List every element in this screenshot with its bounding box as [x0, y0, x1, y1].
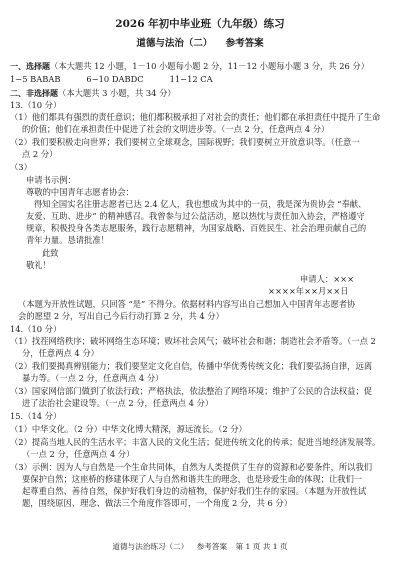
page-title: 2026 年初中毕业班（九年级）练习	[115, 18, 285, 30]
q14-answer-1-cont: 分，任意两点 4 分）	[22, 348, 99, 358]
letter-body-2: 友爱、互助、进步” 的精神感召。我曾参与过公益活动，愿以热忱与责任加入协会，严格遵守	[26, 211, 365, 221]
section1-line: 一、选择题（本大题共 12 小题，1－10 小题每小题 2 分，11－12 小题每小题 3 分，共 26 分）	[10, 61, 370, 71]
q15-answer-3-cont-3: 题，围绕原因、理念、做法三个角度作答即可，一个角度 2 分，共 6 分）	[22, 498, 293, 508]
section1-answers	[10, 74, 213, 84]
q15-answer-1: （1）中华文化。（2 分）中华文化博大精深，源远流长。（2 分）	[10, 424, 247, 434]
footer-page-number: 第 1 页 共 1 页	[235, 542, 288, 551]
section2-desc: 本大题共 3 小题，共 34 分）	[66, 88, 176, 98]
letter-date: ××××年××月××日	[268, 286, 349, 296]
page-subtitle	[0, 35, 400, 49]
answer-group-2: 6−10 DABDC	[86, 74, 144, 84]
section1-desc: 本大题共 12 小题，1－10 小题每小题 2 分，11－12 小题每小题 3 分，共 26 分）	[58, 61, 370, 71]
q13-answer-1: （1）他们都具有强烈的责任意识；他们都积极承担了对社会的责任；他们都在承担责任中提升了生命	[10, 112, 381, 122]
q15-answer-3: （3）示例：因为人与自然是一个生命共同体，自然为人类提供了生存的资源和必要条件，所以我们	[10, 462, 373, 472]
q14-answer-2: （2）我们要揭真辨别能力；我们要坚定文化自信，传播中华优秀传统文化；我们要弘扬自律，远离	[10, 361, 373, 371]
q15-answer-3-cont-2: 起尊重自然、善待自然，保护好我们身边的动植物，保护好我们生存的家园。（本题为开放性试	[22, 486, 367, 496]
letter-closing-1: 此致	[42, 248, 59, 258]
q14-answer-1: （1）找茬网络秩序；破坏网络生态环境；败坏社会风气；破坏社会和谐；制造社会矛盾等。（一点 2	[10, 336, 376, 346]
q13-note-1: （本题为开放性试题，只回答 “是” 不得分。依据材料内容写出自己想加入中国青年志愿者协	[18, 299, 356, 309]
section2-heading: 二、非选择题	[10, 89, 58, 98]
letter-salutation: 尊敬的中国青年志愿者协会：	[26, 187, 134, 197]
q15-answer-2-cont: （一点 2 分，任意两点 4 分）	[22, 449, 135, 459]
page-footer	[0, 541, 400, 552]
letter-body-1: 得知全国实名注册志愿者已达 2.4 亿人，我也想成为其中的一员，我是深为贵协会 “奉献、	[34, 199, 367, 209]
subject-label: 道德与法治（二）	[136, 38, 213, 49]
footer-subject: 道德与法治练习（二）	[112, 542, 189, 551]
answer-label: 参考答案	[225, 38, 264, 49]
q14-answer-2-cont: 暴力等。（一点 2 分，任意两点 4 分）	[22, 373, 164, 383]
letter-body-3: 规章，积极投身各类志愿服务，践行志愿精神，为国家战略、百姓民生、社会治理贡献自己的	[26, 223, 367, 233]
letter-signature: 申请人：×××	[300, 274, 355, 284]
q13-answer-1-cont: 的价值；他们在承担责任中促进了社会的文明进步等。（一点 2 分，任意两点 4 分）	[22, 124, 330, 134]
letter-body-4: 青年力量。恳请批准！	[26, 235, 109, 245]
letter-closing-2: 敬礼！	[26, 260, 51, 270]
q15-number: 15.（14 分）	[10, 411, 62, 421]
section1-heading: 一、选择题	[10, 62, 50, 71]
q14-answer-3: （3）国家网信部门做到了依法行政；严格执法，依法整治了网络环境；维护了公民的合法权益；促	[10, 386, 373, 396]
q15-answer-3-cont-1: 要保护自然；这座桥的修建体现了人与自然和谐共生的理念，也是珍爱生命的体现；让我们一	[22, 474, 363, 484]
q13-answer-2: （2）我们要积极走向世界；我们要树立全球观念，国际视野；我们要树立开放意识等。（任意一	[10, 137, 360, 147]
q13-answer-3-label: （3）	[10, 162, 32, 172]
q14-answer-3-cont: 进了法治社会建设等。（一点 2 分，任意两点 4 分）	[22, 398, 214, 408]
q15-answer-2: （2）提高当地人民的生活水平；丰富人民的文化生活；促进传统文化的传承；促进当地经济发展等。	[10, 437, 381, 447]
footer-answer: 参考答案	[196, 542, 228, 551]
q13-number: 13.（10 分）	[10, 100, 62, 110]
section2-line: 二、非选择题（本大题共 3 小题，共 34 分）	[10, 88, 176, 98]
answer-group-3: 11−12 CA	[169, 74, 213, 84]
answer-group-1: 1−5 BABAB	[10, 74, 61, 84]
q13-answer-2-cont: 点 2 分）	[22, 149, 58, 159]
q14-number: 14.（10 分）	[10, 324, 62, 334]
letter-example-label: 申请书示例：	[26, 175, 76, 185]
q13-note-2: 会的愿望 2 分，写出自己今后行动打算 2 分，共 4 分）	[18, 311, 224, 321]
